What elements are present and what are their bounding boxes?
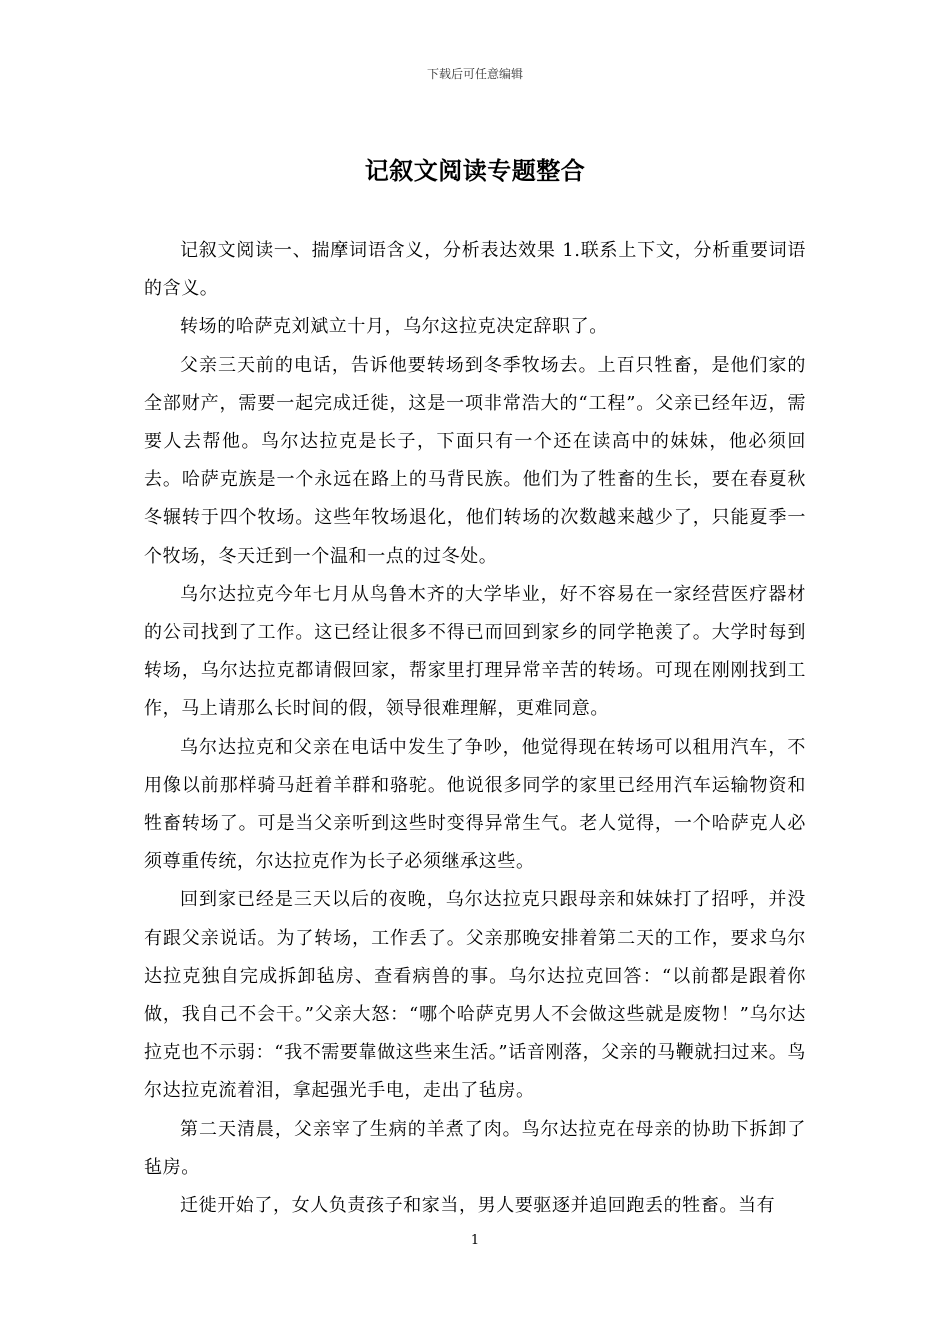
paragraph: 父亲三天前的电话，告诉他要转场到冬季牧场去。上百只牲畜，是他们家的全部财产，需要一起完成迁徙，这是一项非常浩大的“工程”。父亲已经年迈，需要人去帮他。鸟尔达拉克是长子，下面只有一个还在读高中的妹妹，他必须回去。哈萨克族是一个永远在路上的马背民族。他们为了牲畜的生长，要在春夏秋冬辗转于四个牧场。这些年牧场退化，他们转场的次数越来越少了，只能夏季一个牧场，冬天迁到一个温和一点的过冬处。: [144, 354, 806, 567]
paragraph: 回到家已经是三天以后的夜晚，乌尔达拉克只跟母亲和妹妹打了招呼，并没有跟父亲说话。为了转场，工作丢了。父亲那晚安排着第二天的工作，要求乌尔达拉克独自完成拆卸毡房、查看病兽的事。乌尔达拉克回答：“以前都是跟着你做，我自己不会干。”父亲大怒：“哪个哈萨克男人不会做这些就是废物！”乌尔达拉克也不示弱：“我不需要靠做这些来生活。”话音刚落，父亲的马鞭就扫过来。鸟尔达拉克流着泪，拿起强光手电，走出了毡房。: [144, 889, 806, 1102]
paragraph: 乌尔达拉克和父亲在电话中发生了争吵，他觉得现在转场可以租用汽车，不用像以前那样骑马赶着羊群和骆驼。他说很多同学的家里已经用汽车运输物资和牲畜转场了。可是当父亲听到这些时变得异常生气。老人觉得，一个哈萨克人必须尊重传统，尔达拉克作为长子必须继承这些。: [144, 736, 806, 873]
paragraph: 记叙文阅读一、揣摩词语含义，分析表达效果 1.联系上下文，分析重要词语的含义。: [144, 240, 806, 300]
paragraph: 迁徙开始了，女人负责孩子和家当，男人要驱逐并追回跑丢的牲畜。当有: [180, 1195, 776, 1217]
page-header: 下载后可任意编辑: [426, 67, 523, 81]
paragraph: 转场的哈萨克刘斌立十月，乌尔这拉克决定辞职了。: [180, 316, 608, 338]
paragraph: 第二天清晨，父亲宰了生病的羊煮了肉。鸟尔达拉克在母亲的协助下拆卸了毡房。: [144, 1118, 806, 1178]
document-title: 记叙文阅读专题整合: [364, 156, 586, 185]
document-body: [144, 232, 806, 1225]
page-number: 1: [470, 1233, 480, 1248]
paragraph: 乌尔达拉克今年七月从鸟鲁木齐的大学毕业，好不容易在一家经营医疗器材的公司找到了工作。这已经让很多不得已而回到家乡的同学艳羡了。大学时每到转场，乌尔达拉克都请假回家，帮家里打理异常辛苦的转场。可现在刚刚找到工作，马上请那么长时间的假，领导很难理解，更难同意。: [144, 583, 806, 720]
